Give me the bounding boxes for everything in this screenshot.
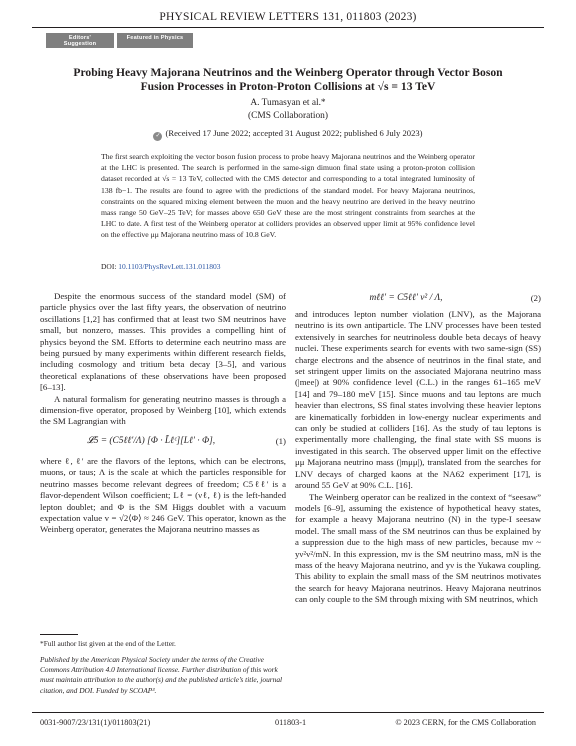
- doi-line: [101, 262, 220, 271]
- footer-copyright: © 2023 CERN, for the CMS Collaboration: [395, 718, 536, 727]
- article-title: [40, 66, 536, 94]
- title-line-2: Fusion Processes in Proton-Proton Collisions at √s = 13 TeV: [140, 80, 436, 93]
- equation-2-number: (2): [530, 293, 541, 303]
- footer-page-number: 011803-1: [275, 718, 307, 727]
- equation-1-body: 𝓛5 = (C5ℓℓ′/Λ) [Φ · L̃ℓᶜ][Lℓ′ · Φ],: [86, 435, 216, 446]
- journal-header: PHYSICAL REVIEW LETTERS 131, 011803 (2023): [159, 11, 417, 23]
- header-rule: [32, 27, 544, 28]
- equation-1: [40, 428, 286, 456]
- editors-suggestion-badge[interactable]: Editors' Suggestion: [46, 33, 114, 48]
- collaboration: (CMS Collaboration): [248, 111, 328, 121]
- received-dates: [0, 128, 576, 141]
- equation-2-body: mℓℓ′ = C5ℓℓ′ v² / Λ,: [369, 293, 443, 303]
- title-line-1: Probing Heavy Majorana Neutrinos and the Weinberg Operator through Vector Boson: [73, 66, 503, 79]
- doi-link[interactable]: 10.1103/PhysRevLett.131.011803: [118, 262, 221, 271]
- paragraph-definitions: where ℓ, ℓ′ are the flavors of the leptons, which can be electrons, muons, or taus; Λ is the scale at which the particles responsible for neutrino masses become relevant degrees of freedom; C5ℓℓ′ is a flavor-dependent Wilson coefficient; Lℓ = (νℓ, ℓ) is the left-handed lepton doublet; and Φ is the SM Higgs doublet with a vacuum expectation value v = √2⟨Φ⟩ ≈ 246 GeV. This operator, known as the Weinberg operator, generates the Majorana neutrino masses as: [40, 455, 286, 535]
- paragraph-seesaw: The Weinberg operator can be realized in the context of “seesaw” models [6–9], assuming the existence of hypothetical heavy states, for example a heavy Majorana neutrino (N) in the type-I seesaw model. The small mass of the SM neutrinos can thus be explained by a suppression due to the high mass of new particles, because mν ~ yν²v²/mN. In this expression, mν is the SM neutrino mass, mN is the mass of the heavy Majorana neutrino, and yν is the Yukawa coupling. This ability to explain the small mass of the SM neutrinos motivates the search for heavy Majorana neutrinos. Heavy Majorana neutrinos can only couple to the SM through mixing with SM neutrinos, which: [295, 491, 541, 605]
- badge-row: [46, 33, 193, 48]
- author-footnote: *Full author list given at the end of the Letter.: [40, 639, 176, 648]
- paragraph-weinberg: A natural formalism for generating neutrino masses is through a dimension-five operator, proposed by Weinberg [10], which extends the SM Lagrangian with: [40, 393, 286, 427]
- footer-rule: [32, 712, 544, 713]
- author-list[interactable]: A. Tumasyan et al.*: [250, 98, 326, 108]
- featured-in-physics-badge[interactable]: Featured in Physics: [117, 33, 193, 48]
- equation-1-number: (1): [275, 435, 286, 446]
- crossmark-icon[interactable]: ✓: [155, 133, 161, 139]
- doi-label: DOI:: [101, 262, 117, 271]
- received-text: (Received 17 June 2022; accepted 31 August 2022; published 6 July 2023): [165, 128, 423, 138]
- paragraph-intro: Despite the enormous success of the standard model (SM) of particle physics over the last fifty years, the observation of neutrino oscillations [1,2] has confirmed that at least two SM neutrinos have small, but nonzero, masses. This provides a compelling hint of physics beyond the SM. Efforts to determine each neutrino mass are being pursued by many experiments within different research fields, including cosmology and tritium beta decay [3–5], and various theoretical explanations of these observations have been proposed [6–13].: [40, 291, 286, 393]
- abstract: The first search exploiting the vector boson fusion process to probe heavy Majorana neutrinos and the Weinberg operator at the LHC is presented. The search is performed in the same-sign dimuon final state using a proton-proton collision dataset recorded at √s = 13 TeV, collected with the CMS detector and corresponding to a total integrated luminosity of 138 fb−1. The results are found to agree with the predictions of the standard model. For heavy Majorana neutrinos, constraints on the squared mixing element between the muon and the heavy neutrino are derived in the heavy neutrino mass range 50 GeV–25 TeV; for masses above 650 GeV these are the most stringent constraints from searches at the LHC to date. A first test of the Weinberg operator at colliders provides an observed upper limit at 95% confidence level on the effective μμ Majorana neutrino mass of 10.8 GeV.: [101, 152, 475, 240]
- footnote-rule: [40, 634, 78, 635]
- footer-issn: 0031-9007/23/131(1)/011803(21): [40, 718, 151, 727]
- license-note: Published by the American Physical Society under the terms of the Creative Commons Attribution 4.0 International license. Further distribution of this work must maintain attribution to the author(s) and the published article’s title, journal citation, and DOI. Funded by SCOAP³.: [40, 655, 283, 695]
- right-column: [295, 291, 541, 606]
- paragraph-lnv: and introduces lepton number violation (LNV), as the Majorana neutrino is its own antiparticle. The LNV processes have been tested extensively in searches for neutrinoless double beta decays of heavy nuclei. These experiments search for events with two same-sign (SS) charge electrons and the absence of neutrinos in the final state, and set stringent upper limits on the associated Majorana neutrino mass (|mee|) at 90% confidence level (C.L.) in the ranges 61–165 meV [14] and 79–180 meV [15]. Since muons and tau leptons are much heavier than electrons, SS final states involving these heavier leptons are kinematically forbidden in low-energy nuclear experiments and can only be studied at colliders [16]. As the study of tau leptons is experimentally more challenging, the final state with SS muons is investigated in this search. The observed upper limit on the effective μμ Majorana neutrino mass (|mμμ|), translated from the searches for LNV decays of charged kaons at the NA62 experiment [17], is around 55 GeV at 90% C.L. [16].: [295, 309, 541, 491]
- equation-2: [295, 291, 541, 309]
- left-column: [40, 291, 286, 536]
